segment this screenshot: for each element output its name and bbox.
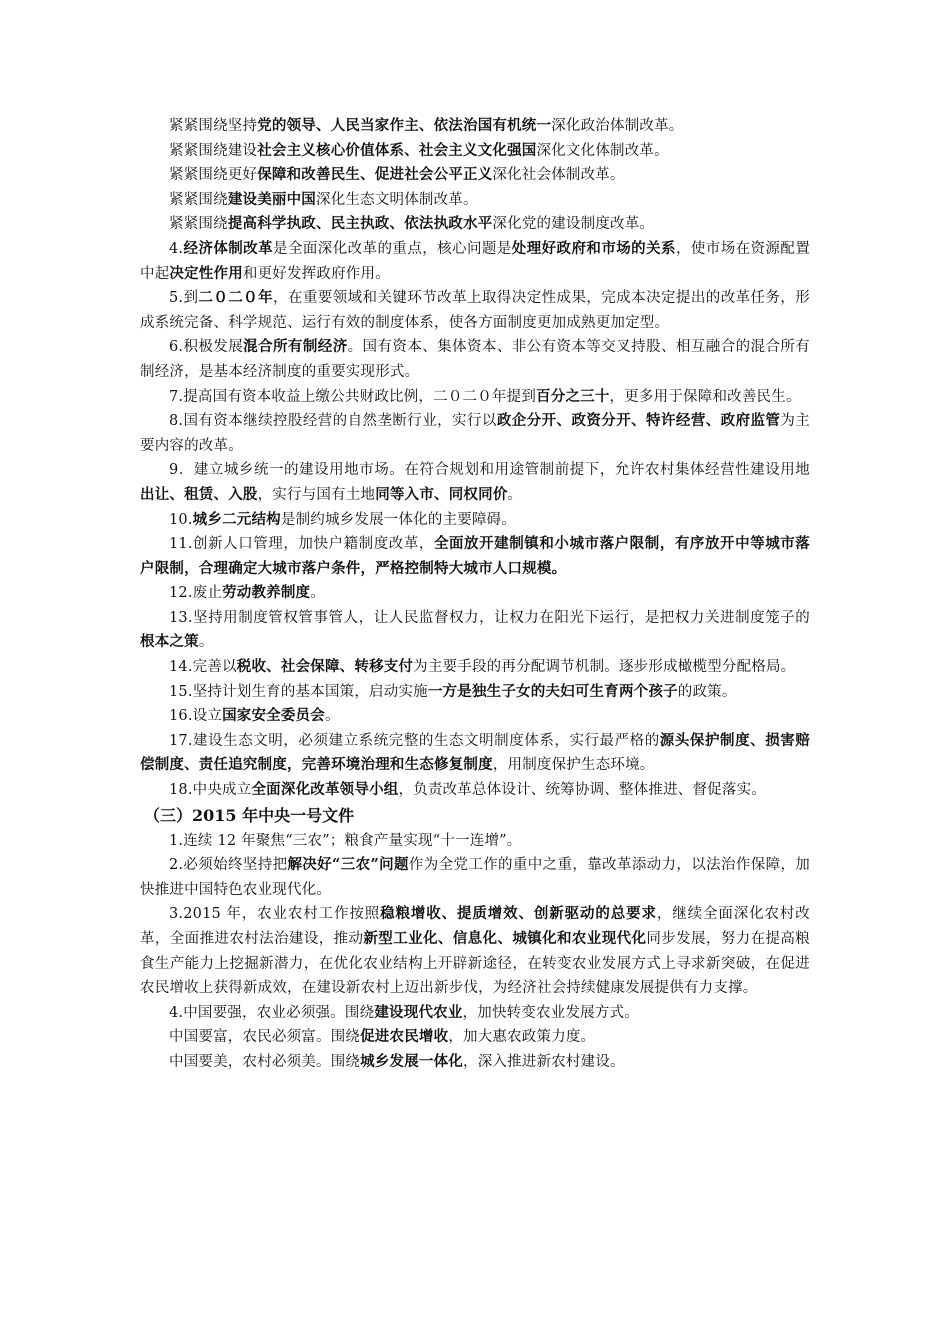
- paragraph: [140, 581, 810, 606]
- text-run: 9．建立城乡统一的建设用地市场。在符合规划和用途管制前提下，允许农村集体经营性建设用地: [169, 462, 810, 479]
- paragraph: [140, 829, 810, 854]
- bold-text: 决定性作用: [169, 264, 243, 282]
- text-run: 4.: [169, 240, 184, 257]
- text-run: 紧紧围绕建设: [169, 142, 258, 159]
- paragraph: [140, 606, 810, 655]
- text-run: 紧紧围绕: [169, 191, 228, 208]
- text-run: 4.中国要强，农业必须强。围绕: [169, 1004, 375, 1021]
- bold-text: 全面放开建制镇和小城市落户限制，有序放开中等城市落户限制，合理确定大城市落户条件，严格控制特大城市人口规模。: [140, 535, 811, 577]
- text-run: 。: [324, 708, 340, 725]
- bold-text: 党的领导、人民当家作主、依法治国有机统一: [257, 117, 552, 134]
- bold-text: 税收、社会保障、转移支付: [236, 658, 414, 676]
- text-run: 2.必须始终坚持把: [169, 857, 288, 874]
- text-run: ，深入推进新农村建设。: [463, 1053, 625, 1070]
- text-run: 12.废止: [169, 585, 223, 602]
- text-run: 8.国有资本继续控股经营的自然垄断行业，实行以: [169, 413, 497, 430]
- text-run: 深化文化体制改革。: [536, 142, 669, 159]
- text-run: 。: [198, 634, 214, 651]
- paragraph: [140, 1001, 810, 1026]
- text-run: ，加快转变农业发展方式。: [462, 1004, 639, 1021]
- text-run: 是全面深化改革的重点，核心问题是: [273, 240, 512, 257]
- text-run: 3.2015 年，农业农村工作按照: [169, 906, 381, 923]
- text-run: ，负责改革总体设计、统筹协调、整体推进、督促落实。: [398, 782, 766, 799]
- text-run: 紧紧围绕坚持: [169, 118, 258, 134]
- text-run: 10.: [169, 511, 193, 528]
- bold-text: 经济体制改革: [183, 239, 274, 257]
- text-run: 中国要美，农村必须美。围绕: [169, 1053, 361, 1070]
- paragraph: [140, 1025, 810, 1050]
- paragraph: [140, 212, 810, 237]
- text-run: ，更多用于保障和改善民生。: [609, 388, 801, 405]
- bold-text: 百分之三十: [536, 387, 610, 405]
- bold-text: 建设现代农业: [374, 1003, 463, 1021]
- bold-text: 城乡二元结构: [192, 510, 281, 528]
- paragraph: [140, 409, 810, 458]
- bold-text: 政企分开、政资分开、特许经营、政府监管: [496, 412, 781, 430]
- text-run: ，使市场在资源配置中起: [140, 240, 811, 282]
- text-run: 同步发展，努力在提高粮食生产能力上挖掘新潜力，在优化农业结构上开辟新途径，在转变农业发展方式上寻求新突破，在促进农民增收上获得新成效，在建设新农村上迈出新步伐，为经济社会持续健康发展提供有力支撑。: [140, 931, 811, 997]
- paragraph: [140, 532, 810, 581]
- paragraph: [140, 655, 810, 680]
- bold-text: 源头保护制度、损害赔偿制度、责任追究制度，完善环境治理和生态修复制度: [140, 731, 811, 774]
- text-run: 15.坚持计划生育的基本国策，启动实施: [169, 683, 428, 700]
- text-run: 11.创新人口管理，加快户籍制度改革，: [169, 536, 434, 553]
- text-run: 6.积极发展: [169, 339, 244, 356]
- text-run: 。: [507, 486, 523, 503]
- text-run: ，加大惠农政策力度。: [448, 1029, 596, 1046]
- text-run: ，在重要领域和关键环节改革上取得决定性成果，完成本决定提出的改革任务，形成系统完备、科学规范、运行有效的制度体系，使各方面制度更加成熟更加定型。: [140, 290, 811, 331]
- bold-text: 国家安全委员会: [222, 707, 325, 725]
- text-run: 深化生态文明体制改革。: [316, 191, 478, 208]
- bold-text: 解决好“三农”问题: [287, 856, 409, 874]
- paragraph: [140, 335, 810, 384]
- paragraph: [140, 237, 810, 286]
- text-run: 1.连续 12 年聚焦“三农”；粮食产量实现“十一连增”。: [169, 832, 522, 849]
- text-run: 16.设立: [169, 708, 223, 725]
- bold-text: 混合所有制经济: [243, 338, 348, 356]
- text-run: ，用制度保护生态环境。: [492, 757, 655, 774]
- text-run: 。: [310, 585, 325, 602]
- text-run: 紧紧围绕: [169, 216, 228, 233]
- text-run: 和更好发挥政府作用。: [242, 265, 390, 282]
- text-run: 的政策。: [677, 683, 737, 700]
- text-run: ，实行与国有土地: [257, 486, 376, 503]
- bold-text: 全面深化改革领导小组: [251, 781, 399, 799]
- text-run: 为主要内容的改革。: [140, 413, 810, 454]
- text-run: 为主要手段的再分配调节机制。逐步形成橄榄型分配格局。: [413, 659, 796, 676]
- paragraph: [140, 114, 810, 139]
- bold-text: （三）2015 年中央一号文件: [144, 805, 355, 825]
- bold-text: 新型工业化、信息化、城镇化和农业现代化: [363, 930, 647, 947]
- bold-text: 出让、租赁、入股: [140, 485, 258, 503]
- text-run: 是制约城乡发展一体化的主要障碍。: [280, 511, 517, 528]
- text-run: 7.提高国有资本收益上缴公共财政比例，二０二０年提到: [169, 388, 537, 405]
- bold-text: 保障和改善民生、促进社会公平正义: [257, 166, 493, 184]
- paragraph: [140, 458, 810, 507]
- bold-text: 劳动教养制度: [222, 584, 311, 602]
- text-run: 5.到: [169, 290, 199, 307]
- text-run: 作为全党工作的重中之重，靠改革添动力，以法治作保障，加快推进中国特色农业现代化。: [140, 857, 811, 898]
- bold-text: 同等入市、同权同价: [375, 485, 508, 503]
- bold-text: 社会主义核心价值体系、社会主义文化强国: [257, 141, 537, 159]
- paragraph: [140, 508, 810, 533]
- section-heading: [140, 803, 810, 829]
- paragraph: [140, 1050, 810, 1075]
- text-run: 深化党的建设制度改革。: [492, 216, 655, 233]
- bold-text: 二０二０年: [198, 289, 274, 307]
- paragraph: [140, 385, 810, 410]
- bold-text: 一方是独生子女的夫妇可生育两个孩子: [427, 682, 678, 700]
- text-run: 中国要富，农民必须富。围绕: [169, 1029, 361, 1046]
- paragraph: [140, 902, 810, 1000]
- bold-text: 提高科学执政、民主执政、依法执政水平: [227, 215, 493, 233]
- text-run: 17.建设生态文明，必须建立系统完整的生态文明制度体系，实行最严格的: [169, 732, 660, 749]
- paragraph: [140, 778, 810, 803]
- paragraph: [140, 139, 810, 164]
- paragraph: [140, 163, 810, 188]
- paragraph: [140, 853, 810, 902]
- text-run: 14.完善以: [169, 659, 237, 676]
- text-run: 深化政治体制改革。: [551, 118, 684, 134]
- text-run: ，继续全面深化农村改革，全面推进农村法治建设，推动: [140, 906, 810, 947]
- bold-text: 处理好政府和市场的关系: [511, 239, 676, 257]
- text-run: 。国有资本、集体资本、非公有资本等交叉持股、相互融合的混合所有制经济，是基本经济制度的重要实现形式。: [140, 339, 810, 380]
- paragraph: [140, 286, 810, 335]
- text-run: 紧紧围绕更好: [169, 167, 258, 184]
- paragraph: [140, 704, 810, 729]
- text-run: 13.坚持用制度管权管事管人，让人民监督权力，让权力在阳光下运行，是把权力关进制度笼子的: [169, 609, 810, 626]
- text-run: 深化社会体制改革。: [492, 167, 625, 184]
- bold-text: 稳粮增收、提质增效、创新驱动的总要求: [380, 905, 657, 923]
- paragraph: [140, 188, 810, 213]
- bold-text: 城乡发展一体化: [360, 1052, 464, 1070]
- text-run: 18.中央成立: [169, 782, 252, 799]
- paragraph: [140, 729, 810, 778]
- bold-text: 促进农民增收: [360, 1028, 449, 1046]
- paragraph: [140, 680, 810, 705]
- bold-text: 建设美丽中国: [227, 190, 317, 208]
- bold-text: 根本之策: [140, 633, 199, 651]
